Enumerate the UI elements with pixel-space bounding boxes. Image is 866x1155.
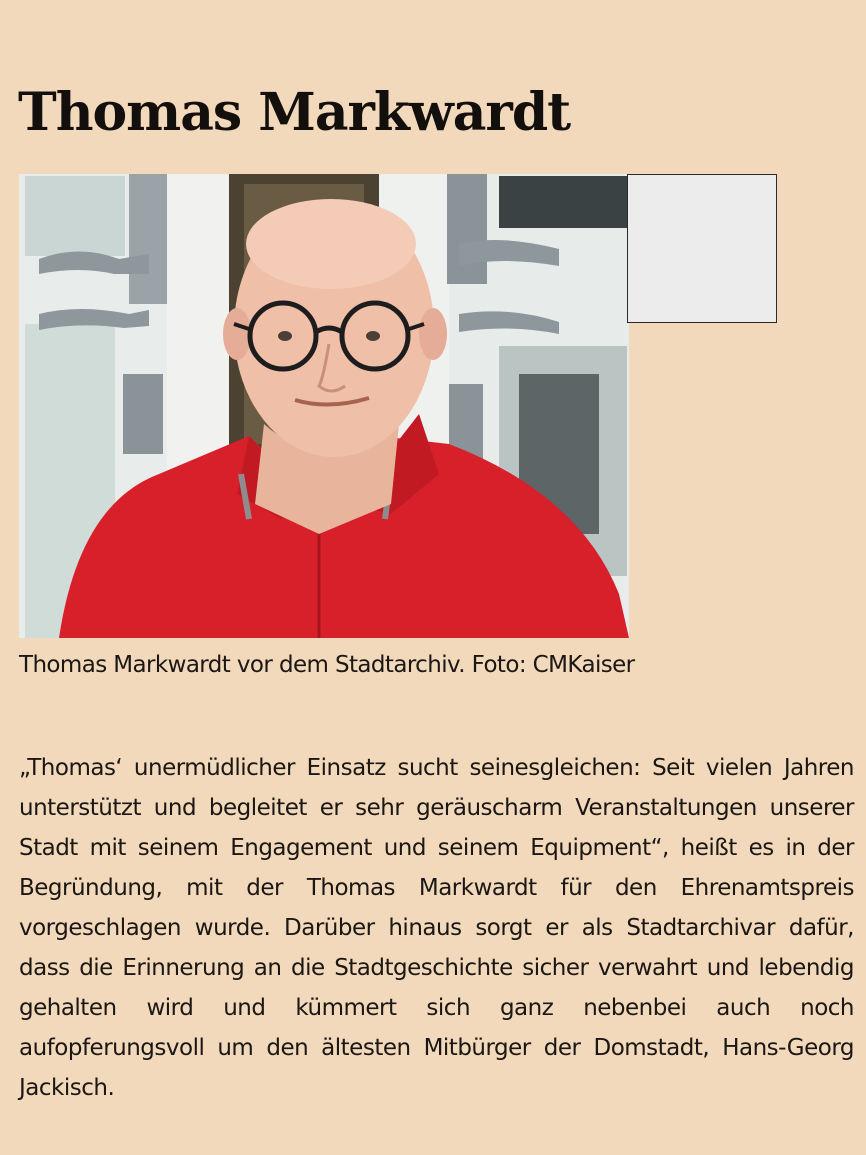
article-title: Thomas Markwardt [18,82,571,143]
photo-caption: Thomas Markwardt vor dem Stadtarchiv. Foto: CMKaiser [19,652,635,678]
image-placeholder [627,174,777,323]
article-body: „Thomas‘ unermüdlicher Einsatz sucht seinesgleichen: Seit vielen Jahren unterstützt und begleitet er sehr geräuscharm Veranstaltungen unserer Stadt mit seinem Engagement und seinem Equipment“, heißt es in der Begründung, mit der Thomas Markwardt für den Ehrenamtspreis vorgeschlagen wurde. Darüber hinaus sorgt er als Stadtarchivar dafür, dass die Erinnerung an die Stadtgeschichte sicher verwahrt und lebendig gehalten wird und kümmert sich ganz nebenbei auch noch aufopferungsvoll um den ältesten Mitbürger der Domstadt, Hans-Georg Jackisch. [19,755,854,1101]
portrait-photo [19,174,629,638]
